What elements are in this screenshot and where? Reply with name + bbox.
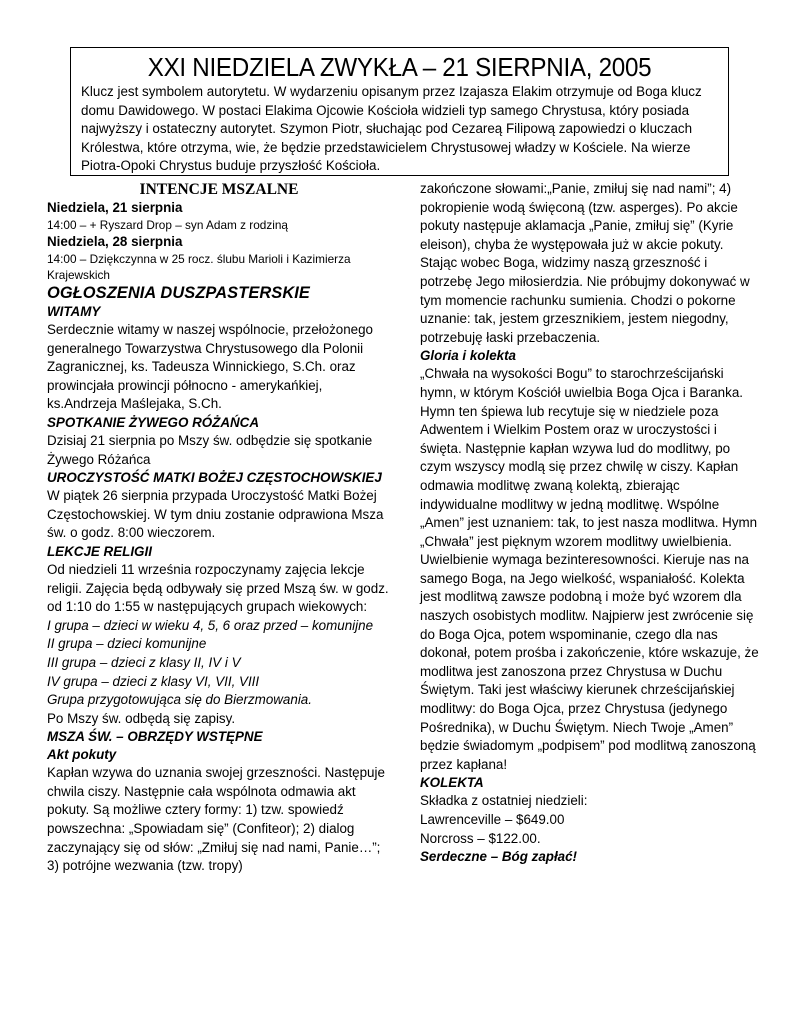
header-intro: Klucz jest symbolem autorytetu. W wydarzeniu opisanym przez Izajasza Elakim otrzymuje od Boga klucz domu Dawidowego. W postaci Elakima Ojcowie Kościoła widzieli typ samego Chrystusa, który posiada najwyższy i ostateczny autorytet. Szymon Piotr, słuchając pod Cezareą Filipową zapowiedzi o kluczach Królestwa, które otrzyma, wie, że będzie przedstawicielem Chrystusowej władzy w Kościele. Na wierze Piotra-Opoki Chrystus buduje przyszłość Kościoła. bbox=[81, 84, 702, 174]
intencje-mass: 14:00 – Dziękczynna w 25 rocz. ślubu Marioli i Kazimierza Krajewskich bbox=[47, 252, 351, 282]
zapisy-text: Po Mszy św. odbędą się zapisy. bbox=[47, 710, 236, 726]
witamy-title: WITAMY bbox=[47, 304, 101, 319]
witamy-text: Serdecznie witamy w naszej wspólnocie, przełożonego generalnego Towarzystwa Chrystusowego dla Polonii Zagranicznej, ks. Tadeusza Winnickiego, S.Ch. oraz prowincjała prowincji północno - amerykańkiej, ks.Andrzeja Maślejaka, S.Ch. bbox=[47, 322, 374, 412]
group-item: I grupa – dzieci w wieku 4, 5, 6 oraz przed – komunijne bbox=[47, 617, 374, 633]
gloria-title: Gloria i kolekta bbox=[420, 348, 517, 364]
intencje-title: INTENCJE MSZALNE bbox=[139, 181, 299, 198]
kolekta-item: Norcross – $122.00. bbox=[420, 830, 541, 846]
kolekta-item: Lawrenceville – $649.00 bbox=[420, 812, 565, 827]
msza-title: MSZA ŚW. – OBRZĘDY WSTĘPNE bbox=[47, 729, 263, 745]
group-item: II grupa – dzieci komunijne bbox=[47, 636, 207, 652]
rozaniec-title: SPOTKANIE ŻYWEGO RÓŻAŃCA bbox=[47, 414, 260, 430]
intencje-day: Niedziela, 28 sierpnia bbox=[47, 234, 183, 249]
lekcje-title: LEKCJE RELIGII bbox=[47, 543, 152, 559]
intencje-mass: 14:00 – + Ryszard Drop – syn Adam z rodziną bbox=[47, 218, 288, 232]
uroczystosc-text: W piątek 26 sierpnia przypada Uroczystość Matki Bożej Częstochowskiej. W tym dniu zostanie odprawiona Msza św. o godz. 8:00 wieczorem. bbox=[47, 488, 384, 541]
ogloszenia-title: OGŁOSZENIA DUSZPASTERSKIE bbox=[47, 284, 310, 302]
group-item: Grupa przygotowująca się do Bierzmowania. bbox=[47, 692, 312, 708]
akt-pokuty-text: Kapłan wzywa do uznania swojej grzeszności. Następuje chwila ciszy. Następnie cała wspólnota odmawia akt pokuty. Są możliwe cztery formy: 1) tzw. spowiedź powszechna: „Spowiadam się” (Confiteor); 2) dialog zaczynający się od słów: „Zmiłuj się nad nami, Panie…”; 3) potrójne wezwania (tzw. tropy) bbox=[47, 765, 385, 874]
intencje-day: Niedziela, 21 sierpnia bbox=[47, 200, 183, 215]
rozaniec-text: Dzisiaj 21 sierpnia po Mszy św. odbędzie się spotkanie Żywego Różańca bbox=[47, 432, 373, 467]
akt-pokuty-continued: zakończone słowami:„Panie, zmiłuj się nad nami”; 4) pokropienie wodą święconą (tzw. asperges). Po akcie pokuty następuje aklamacja „Panie, zmiłuj się” (Kyrie eleison), chyba że występowała już w akcie pokuty. Stając wobec Boga, widzimy naszą grzeszność i potrzebę Jego miłosierdzia. Nie próbujmy dokonywać w tym momencie rachunku sumienia. Chodzi o pokorne uznanie: tak, jestem grzesznikiem, jestem niegodny, potrzebuję łaski przebaczenia. bbox=[420, 181, 750, 345]
right-column bbox=[420, 180, 760, 867]
thanks-text: Serdeczne – Bóg zapłać! bbox=[420, 849, 578, 865]
page-title: XXI NIEDZIELA ZWYKŁA – 21 SIERPNIA, 2005 bbox=[147, 52, 652, 82]
uroczystosc-title: UROCZYSTOŚĆ MATKI BOŻEJ CZĘSTOCHOWSKIEJ bbox=[47, 470, 382, 486]
group-item: III grupa – dzieci z klasy II, IV i V bbox=[47, 654, 241, 670]
group-item: IV grupa – dzieci z klasy VI, VII, VIII bbox=[47, 673, 260, 689]
header-box bbox=[70, 47, 729, 176]
lekcje-text: Od niedzieli 11 września rozpoczynamy zajęcia lekcje religii. Zajęcia będą odbywały się przed Mszą św. w godz. od 1:10 do 1:55 w następujących grupach wiekowych: bbox=[47, 561, 389, 615]
kolekta-intro: Składka z ostatniej niedzieli: bbox=[420, 793, 588, 809]
gloria-text: „Chwała na wysokości Bogu” to starochrześcijański hymn, w którym Kościół uwielbia Boga Ojca i Baranka. Hymn ten śpiewa lub recytuje się w niedziele poza Adwentem i Wielkim Postem oraz w uroczystości i święta. Następnie kapłan wzywa lud do modlitwy, po czym wszyscy modlą się przez chwilę w ciszy. Kapłan odmawia modlitwę zwaną kolektą, zbierając indywidualne modlitwy w jedną modlitwę. Wspólne „Amen” jest uznaniem: tak, to jest nasza modlitwa. Hymn „Chwała” jest pięknym wzorem modlitwy uwielbienia. Uwielbienie wymaga bezinteresowności. Kieruje nas na samego Boga, na Jego wielkość, wspaniałość. Kolekta jest modlitwą zawsze podobną i może być wzorem dla naszych osobistych modlitw. Najpierw jest zwrócenie się do Boga Ojca, potem wspominanie, czego dla nas dokonał, potem prośba i zakończenie, które wskazuje, że modlitwa jest zanoszona przez Chrystusa w Duchu Świętym. Taki jest właściwy kierunek chrześcijańskiej modlitwy: do Boga Ojca, przez Chrystusa (jedynego Pośrednika), w Duchu Świętym. Niech Twoje „Amen” będzie świadomym „podpisem” pod modlitwą zanoszoną przez kapłana! bbox=[420, 366, 759, 772]
kolekta-title: KOLEKTA bbox=[420, 775, 484, 791]
left-column bbox=[47, 180, 391, 876]
akt-pokuty-title: Akt pokuty bbox=[47, 747, 117, 763]
